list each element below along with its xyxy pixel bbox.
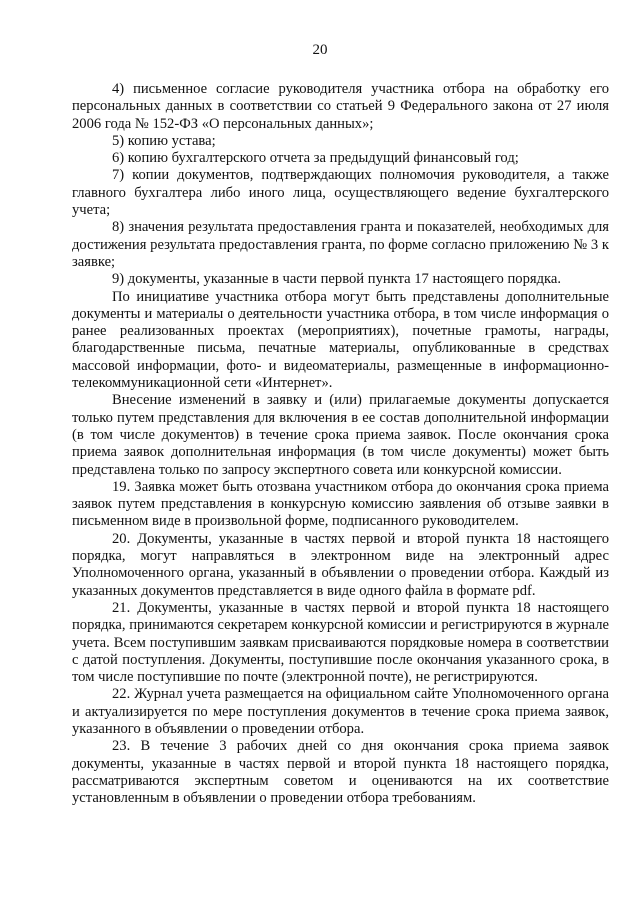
paragraph-item-8: 8) значения результата предоставления гранта и показателей, необходимых для достижения результата предоставления гранта, по форме согласно приложению № 3 к заявке; xyxy=(72,219,609,270)
paragraph-clause-20: 20. Документы, указанные в частях первой и второй пункта 18 настоящего порядка, могут направляться в электронном виде на электронный адрес Уполномоченного органа, указанный в объявлении о проведении отбора. Каждый из указанных документов представляется в виде одного файла в формате pdf. xyxy=(72,530,609,599)
page-number: 20 xyxy=(312,42,328,58)
paragraph-clause-22: 22. Журнал учета размещается на официальном сайте Уполномоченного органа и актуализируется по мере поступления документов в течение срока приема заявок, указанного в объявлении о проведении отбора. xyxy=(72,686,609,737)
paragraph-item-6: 6) копию бухгалтерского отчета за предыдущий финансовый год; xyxy=(112,150,519,167)
paragraph-clause-21: 21. Документы, указанные в частях первой и второй пункта 18 настоящего порядка, принимаются секретарем конкурсной комиссии и регистрируются в журнале учета. Всем поступившим заявкам присваиваются порядковые номера в соответствии с датой поступления. Документы, поступившие после окончания указанного срока, в том числе поступившие по почте (электронной почте), не регистрируются. xyxy=(72,599,609,686)
paragraph-changes-to-application: Внесение изменений в заявку и (или) прилагаемые документы допускается только путем представления для включения в ее состав дополнительной информации (в том числе документов) в течение срока приема заявок. После окончания срока приема заявок дополнительная информация (в том числе документы) может быть представлена только по запросу экспертного совета или конкурсной комиссии. xyxy=(72,392,609,478)
paragraph-additional-materials: По инициативе участника отбора могут быть представлены дополнительные документы и материалы о деятельности участника отбора, в том числе информация о ранее реализованных проектах (мероприятиях), почетные грамоты, награды, благодарственные письма, печатные материалы, опубликованные в средствах массовой информации, фото- и видеоматериалы, размещенные в информационно-телекоммуникационной сети «Интернет». xyxy=(72,288,609,392)
paragraph-item-7: 7) копии документов, подтверждающих полномочия руководителя, а также главного бухгалтера либо иного лица, осуществляющего ведение бухгалтерского учета; xyxy=(72,167,609,219)
paragraph-clause-19: 19. Заявка может быть отозвана участником отбора до окончания срока приема заявок путем представления в конкурсную комиссию заявления об отзыве заявки в письменном виде в произвольной форме, подписанного руководителем. xyxy=(72,478,609,530)
paragraph-item-9: 9) документы, указанные в части первой пункта 17 настоящего порядка. xyxy=(112,271,561,288)
paragraph-item-5: 5) копию устава; xyxy=(112,132,216,149)
paragraph-item-4: 4) письменное согласие руководителя участника отбора на обработку его персональных данных в соответствии со статьей 9 Федерального закона от 27 июля 2006 года № 152-ФЗ «О персональных данных»; xyxy=(72,81,609,132)
paragraph-clause-23: 23. В течение 3 рабочих дней со дня окончания срока приема заявок документы, указанные в частях первой и второй пункта 18 настоящего порядка, рассматриваются экспертным советом и оцениваются на их соответствие установленным в объявлении о проведении отбора требованиям. xyxy=(72,738,609,807)
document-body xyxy=(72,81,609,807)
